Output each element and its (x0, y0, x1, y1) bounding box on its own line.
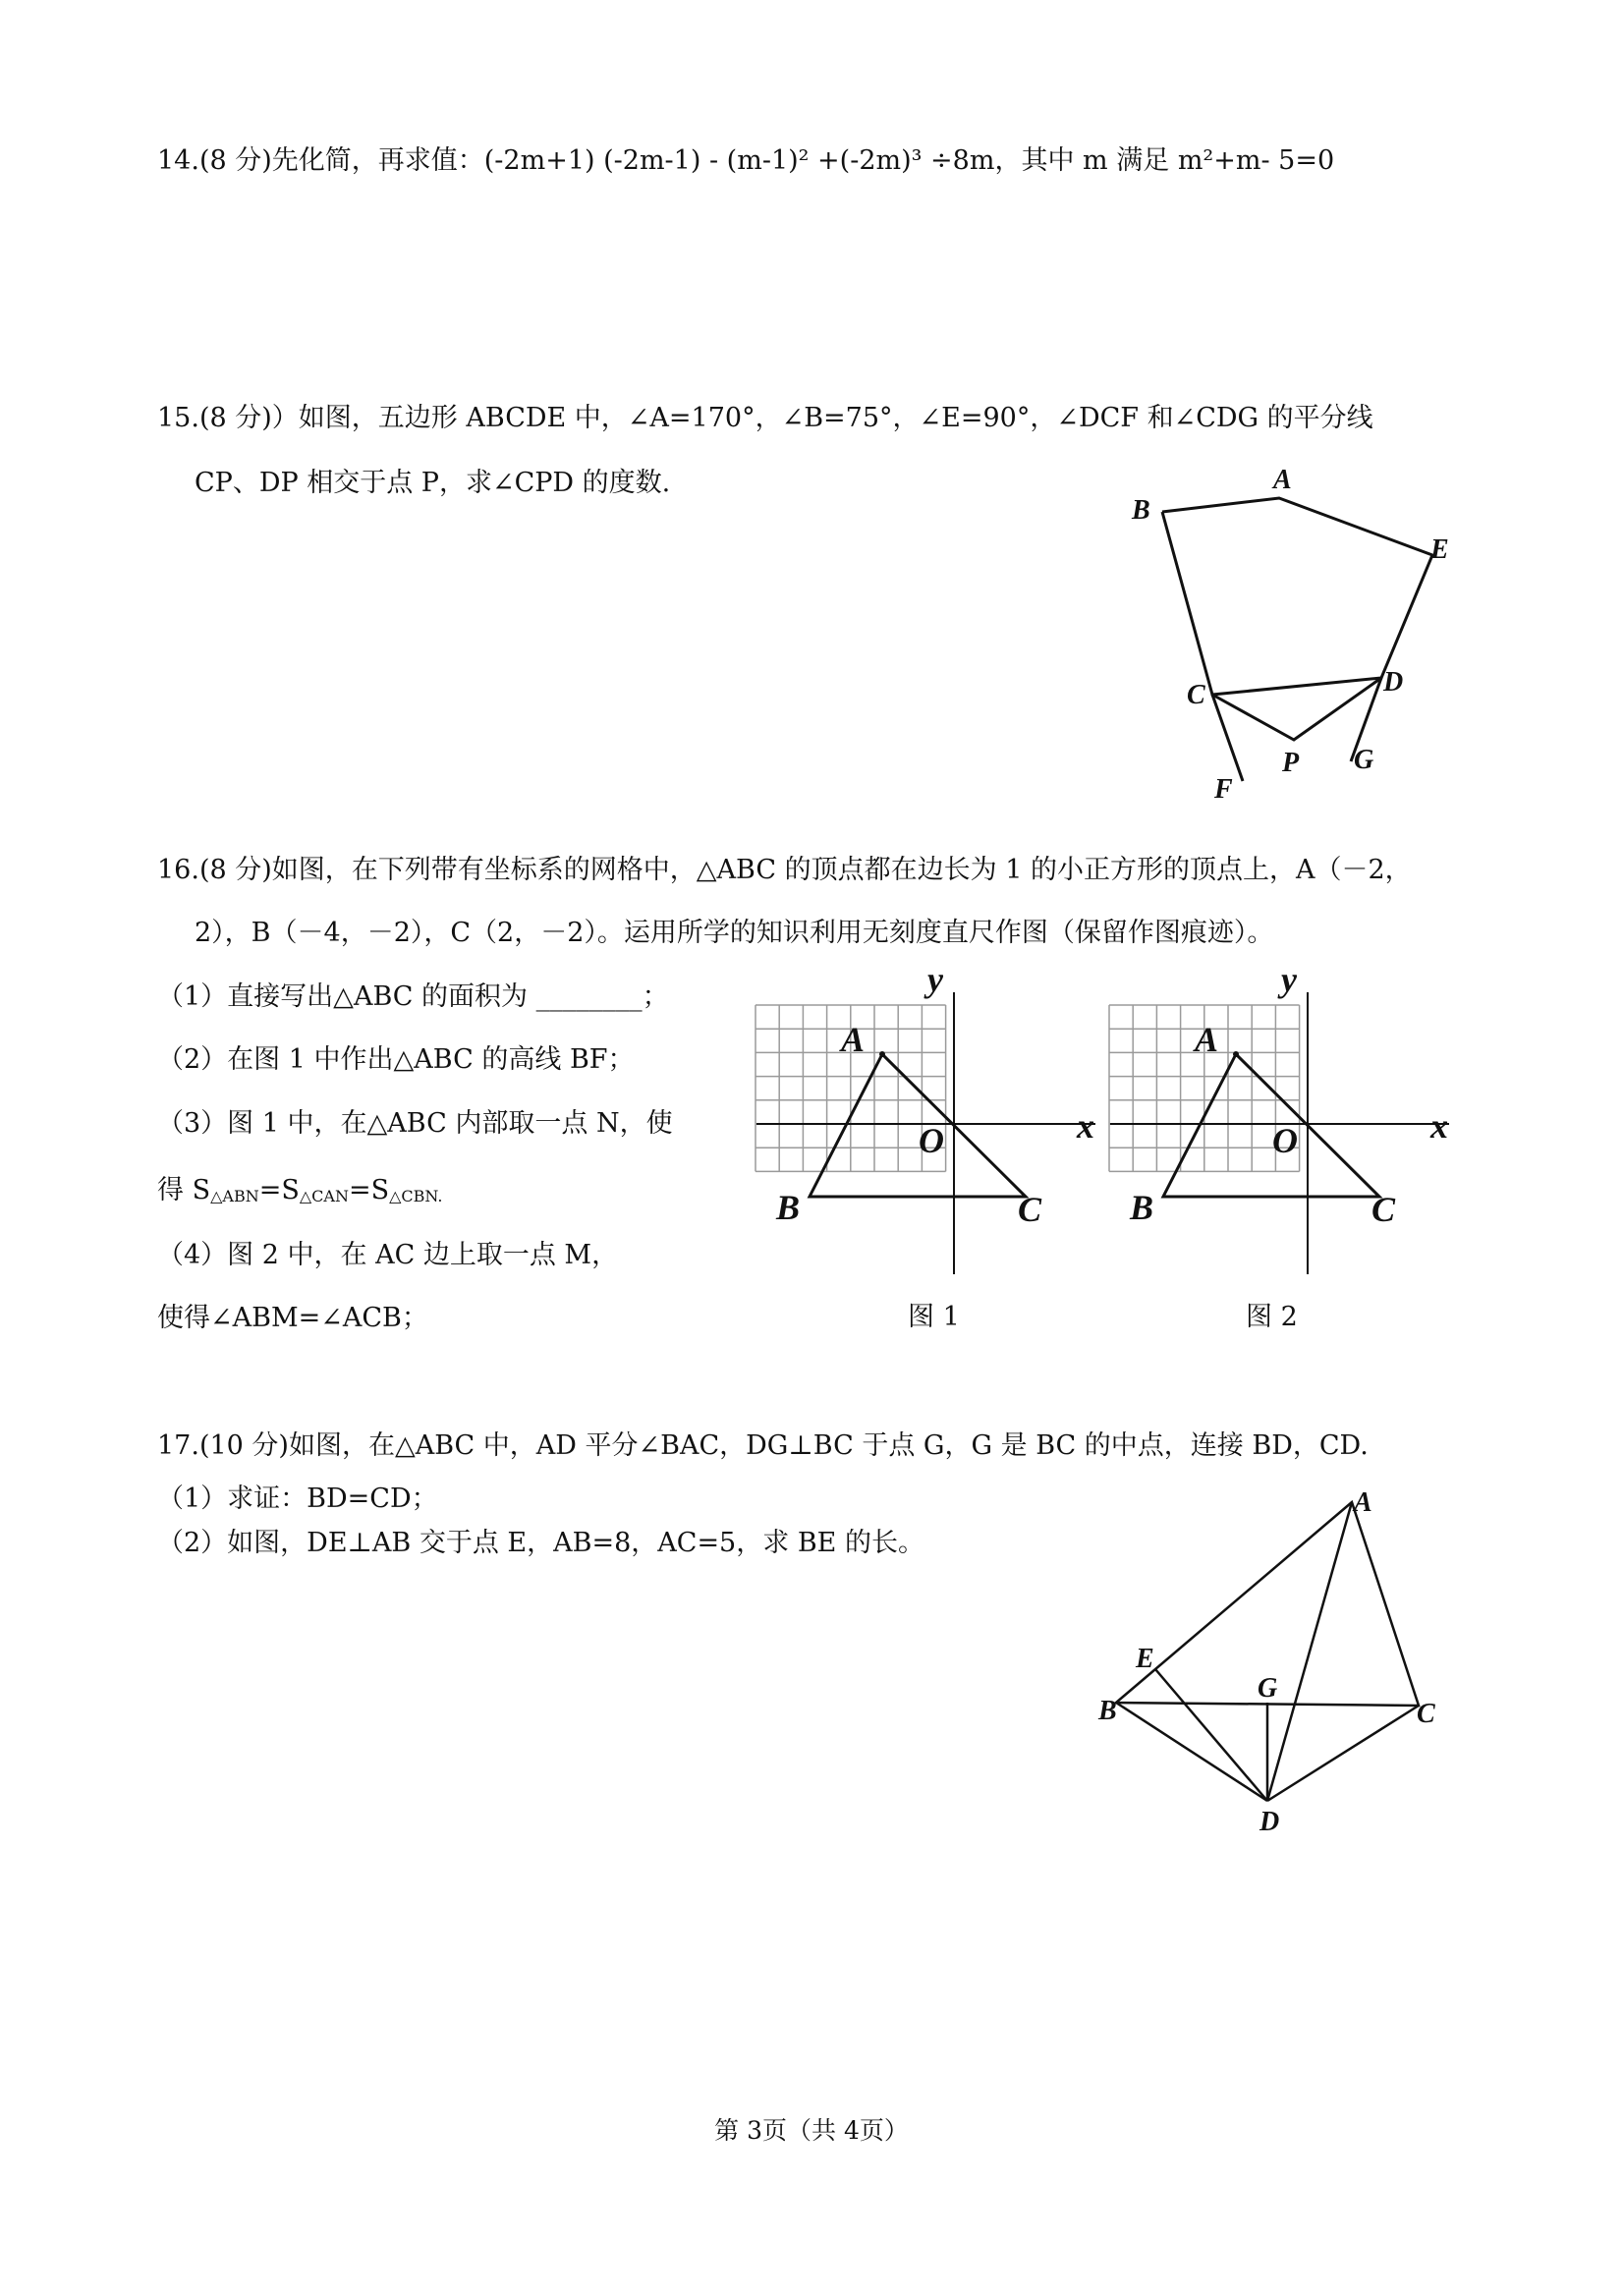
q16-sub3b-mid2: =S (348, 1175, 390, 1205)
point-A-label-2: A (1195, 1020, 1219, 1059)
triangle-abc-2 (1163, 1054, 1379, 1197)
y-axis-label-2: y (1281, 960, 1297, 999)
figure-1-caption: 图 1 (908, 1302, 960, 1332)
q16-sub3b-s2: △CAN (299, 1187, 349, 1205)
label-G: G (1354, 745, 1374, 775)
q16-sub3b-prefix: 得 S (157, 1175, 211, 1205)
grid-figure-1 (747, 958, 1120, 1282)
origin-label-2: O (1272, 1121, 1298, 1160)
triangle-figure-q17 (1081, 1479, 1474, 1842)
label-D: D (1259, 1807, 1280, 1837)
q16-line2: 2），B（－4，－2），C（2，－2）。运用所学的知识利用无刻度直尺作图（保留作图痕迹）。 (195, 918, 1274, 948)
q16-sub3b-s1: △ABN (210, 1187, 259, 1205)
q17-sub1: （1）求证：BD=CD； (157, 1484, 438, 1514)
q16-sub3b-s3: △CBN. (389, 1187, 443, 1205)
y-axis-label-1: y (927, 960, 943, 999)
q17-line1: 17.(10 分)如图，在△ABC 中，AD 平分∠BAC，DG⊥BC 于点 G，G 是 BC 的中点，连接 BD，CD. (157, 1430, 1369, 1461)
figure-2-caption: 图 2 (1246, 1302, 1298, 1332)
q16-sub1: （1）直接写出△ABC 的面积为 ________； (157, 981, 669, 1012)
q17-sub2: （2）如图，DE⊥AB 交于点 E，AB=8，AC=5，求 BE 的长。 (157, 1528, 924, 1558)
q16-sub2: （2）在图 1 中作出△ABC 的高线 BF； (157, 1044, 635, 1075)
point-B-label-1: B (776, 1188, 801, 1227)
label-C: C (1187, 680, 1205, 710)
x-axis-label-2: x (1430, 1106, 1448, 1146)
de-segment (1155, 1669, 1267, 1801)
grid-figure-2 (1100, 958, 1474, 1282)
q16-sub4a: （4）图 2 中，在 AC 边上取一点 M， (157, 1240, 619, 1270)
q16-sub3b (157, 1173, 442, 1214)
x-axis-label-1: x (1077, 1106, 1094, 1146)
label-D: D (1383, 667, 1404, 698)
pentagon-figure (1120, 452, 1483, 806)
q16-sub3b-mid1: =S (258, 1175, 300, 1205)
q15-line1: 15.(8 分)）如图，五边形 ABCDE 中，∠A=170°，∠B=75°，∠E=90°，∠DCF 和∠CDG 的平分线 (157, 403, 1373, 433)
label-C: C (1417, 1699, 1435, 1729)
q14-text: 14.(8 分)先化简，再求值：(-2m+1) (-2m-1) - (m-1)² +(-2m)³ ÷8m，其中 m 满足 m²+m- 5=0 (157, 145, 1335, 176)
label-A: A (1273, 465, 1292, 495)
label-B: B (1098, 1696, 1117, 1726)
page-number: 第 3页（共 4页） (714, 2116, 909, 2145)
label-E: E (1430, 534, 1449, 565)
point-C-label-1: C (1018, 1190, 1042, 1229)
label-P: P (1282, 748, 1300, 778)
point-A-label-1: A (841, 1020, 866, 1059)
q16-line1: 16.(8 分)如图，在下列带有坐标系的网格中，△ABC 的顶点都在边长为 1 的小正方形的顶点上，A（－2， (157, 855, 1412, 885)
label-B: B (1132, 495, 1150, 526)
point-C-label-2: C (1371, 1190, 1396, 1229)
pentagon-edges (1162, 498, 1432, 695)
bd-segment (1116, 1703, 1267, 1801)
label-G: G (1258, 1673, 1278, 1704)
label-F: F (1214, 774, 1233, 805)
origin-label-1: O (919, 1121, 944, 1160)
triangle-abc-1 (810, 1054, 1026, 1197)
label-E: E (1136, 1644, 1154, 1674)
q16-sub3a: （3）图 1 中，在△ABC 内部取一点 N，使 (157, 1108, 673, 1139)
label-A: A (1354, 1487, 1372, 1518)
point-B-label-2: B (1130, 1188, 1154, 1227)
q15-line2: CP、DP 相交于点 P，求∠CPD 的度数. (195, 468, 671, 498)
q16-sub4b: 使得∠ABM=∠ACB； (157, 1303, 428, 1333)
